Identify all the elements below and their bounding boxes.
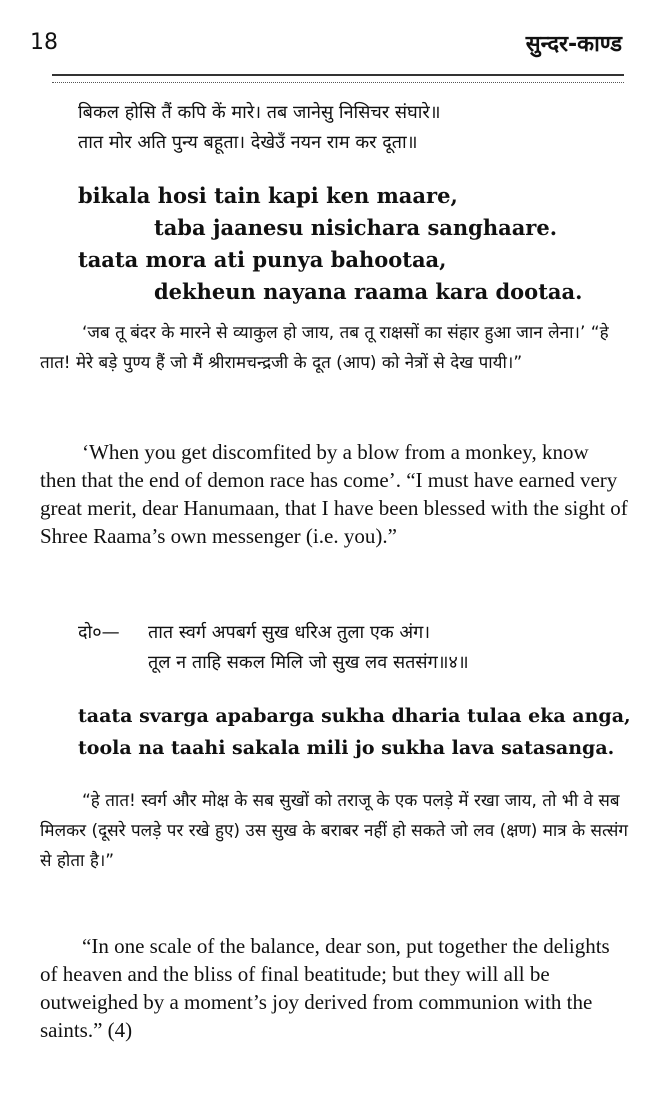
translit-line: taata mora ati punya bahootaa, [78, 247, 447, 272]
verse-line: तात मोर अति पुन्य बहूता। देखेउँ नयन राम कर दूता॥ [78, 132, 418, 153]
doha-hindi [78, 618, 628, 678]
translit-line: bikala hosi tain kapi ken maare, [78, 183, 458, 208]
doha-line: तूल न ताहि सकल मिलि जो सुख लव सतसंग॥४॥ [148, 652, 469, 673]
verse1-transliteration [78, 180, 628, 308]
verse-line: बिकल होसि तैं कपि कें मारे। तब जानेसु निसिचर संघारे॥ [78, 102, 441, 123]
doha-transliteration [78, 700, 631, 764]
translit-line: taba jaanesu nisichara sanghaare. [154, 215, 558, 240]
header-rule [52, 74, 624, 83]
translit-line: toola na taahi sakala mili jo sukha lava satasanga. [78, 737, 615, 759]
translit-line: dekheun nayana raama kara dootaa. [154, 279, 583, 304]
doha-english: “In one scale of the balance, dear son, put together the delights of heaven and the bliss of final beatitude; but they will all be outweighed by a moment’s joy derived from communion with the saints.” (4) [40, 934, 610, 1042]
page-title: सुन्दर-काण्ड [525, 32, 622, 57]
doha-line: तात स्वर्ग अपबर्ग सुख धरिअ तुला एक अंग। [148, 622, 431, 643]
doha-label: दो०— [78, 622, 120, 643]
translit-line: taata svarga apabarga sukha dharia tulaa eka anga, [78, 705, 631, 727]
page-number: 18 [30, 30, 58, 55]
doha-hindi-meaning: “हे तात! स्वर्ग और मोक्ष के सब सुखों को तराजू के एक पलड़े में रखा जाय, तो भी वे सब मिलकर (दूसरे पलड़े पर रखे हुए) उस सुख के बराबर नहीं हो सकते जो लव (क्षण) मात्र के सत्संग से होता है।” [40, 791, 628, 871]
verse1-english: ‘When you get discomfited by a blow from a monkey, know then that the end of demon race has come’. “I must have earned very great merit, dear Hanumaan, that I have been blessed with the sight of Shree Raama’s own messenger (i.e. you).” [40, 440, 628, 548]
page-header [30, 28, 622, 68]
verse1-hindi [78, 98, 628, 158]
verse1-hindi-meaning: ‘जब तू बंदर के मारने से व्याकुल हो जाय, तब तू राक्षसों का संहार हुआ जान लेना।’ “हे तात! मेरे बड़े पुण्य हैं जो मैं श्रीरामचन्द्रजी के दूत (आप) को नेत्रों से देख पायी।” [40, 323, 609, 373]
